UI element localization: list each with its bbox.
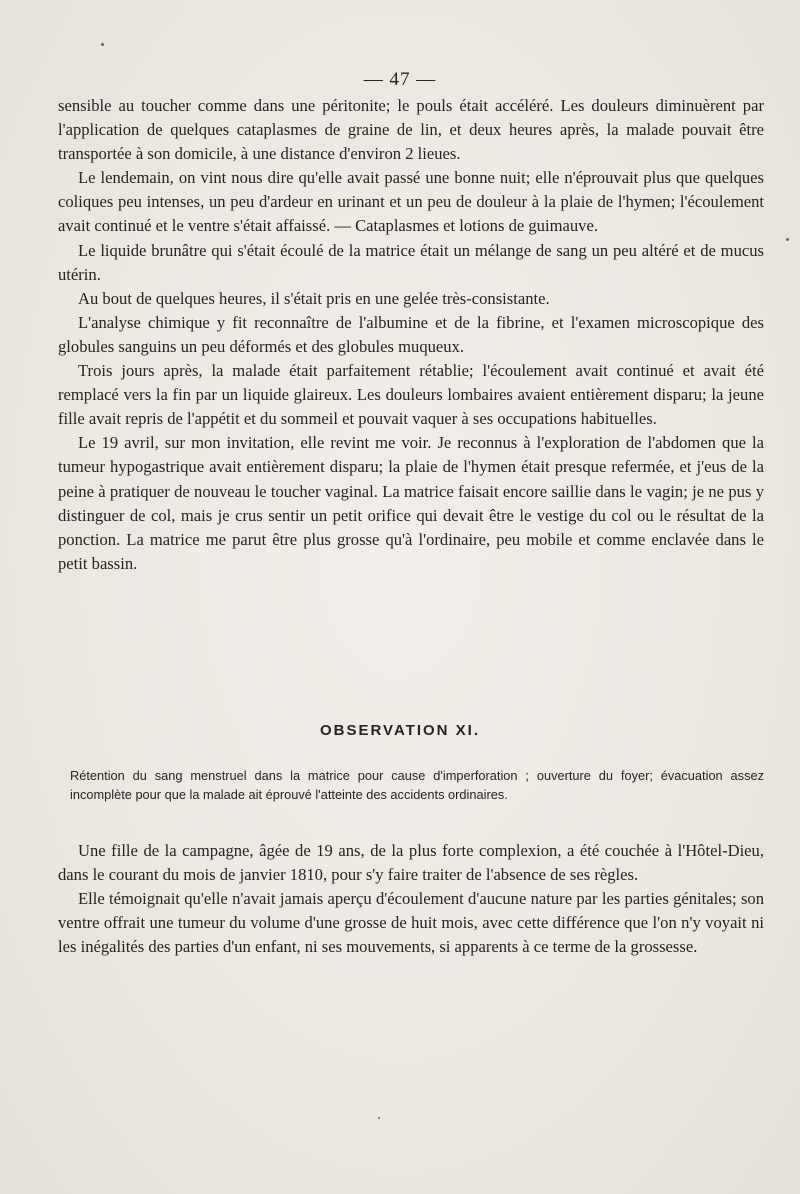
paragraph: Au bout de quelques heures, il s'était pris en une gelée très-consistante. bbox=[78, 288, 550, 308]
paragraph: Elle témoignait qu'elle n'avait jamais aperçu d'écoulement d'aucune nature par les parties génitales; son ventre offrait une tumeur du volume d'une grosse de huit mois, avec cette différence que l'on n'y voyait ni les inégalités des parties d'un enfant, ni ses mouvements, si apparents à ce terme de la grossesse. bbox=[58, 889, 764, 957]
paragraph: Le lendemain, on vint nous dire qu'elle avait passé une bonne nuit; elle n'éprouvait plus que quelques coliques peu intenses, un peu d'ardeur en urinant et un peu de douleur à la plaie de l'hymen; l'écoulement avait continué et le ventre s'était affaissé. — Cataplasmes et lotions de guimauve. bbox=[58, 168, 764, 236]
paragraph: Trois jours après, la malade était parfaitement rétablie; l'écoulement avait continué et avait été remplacé vers la fin par un liquide glaireux. Les douleurs lombaires avaient entièrement disparu; la jeune fille avait repris de l'appétit et du sommeil et pouvait vaquer à ses occupations habituelles. bbox=[58, 361, 764, 429]
paragraph: Une fille de la campagne, âgée de 19 ans, de la plus forte complexion, a été couchée à l'Hôtel-Dieu, dans le courant du mois de janvier 1810, pour s'y faire traiter de l'absence de ses règles. bbox=[58, 841, 764, 885]
paragraph: L'analyse chimique y fit reconnaître de l'albumine et de la fibrine, et l'examen microscopique des globules sanguins un peu déformés et des globules muqueux. bbox=[58, 312, 764, 356]
paragraph: sensible au toucher comme dans une péritonite; le pouls était accéléré. Les douleurs diminuèrent par l'application de quelques cataplasmes de graine de lin, et deux heures après, la malade pouvait être transportée à son domicile, à une distance d'environ 2 lieues. bbox=[58, 96, 764, 164]
paper-speck bbox=[786, 238, 789, 241]
paragraph: Le 19 avril, sur mon invitation, elle revint me voir. Je reconnus à l'exploration de l'abdomen que la tumeur hypogastrique avait entièrement disparu; la plaie de l'hymen était presque refermée, et j'eus de la peine à pratiquer de nouveau le toucher vaginal. La matrice faisait encore saillie dans le vagin; je ne pus y distinguer de col, mais je crus sentir un petit orifice qui devait être le vestige du col ou le résultat de la ponction. La matrice me parut être plus grosse qu'à l'ordinaire, peu mobile et comme enclavée dans le petit bassin. bbox=[58, 433, 764, 573]
observation-summary bbox=[70, 766, 764, 804]
body-text-bottom bbox=[58, 839, 764, 959]
paragraph: Le liquide brunâtre qui s'était écoulé de la matrice était un mélange de sang un peu altéré et de mucus utérin. bbox=[58, 240, 764, 284]
paper-speck bbox=[378, 1117, 380, 1119]
paper-speck bbox=[101, 43, 104, 46]
observation-heading: OBSERVATION XI. bbox=[319, 722, 481, 739]
body-text-top bbox=[58, 94, 764, 576]
summary-text: Rétention du sang menstruel dans la matrice pour cause d'imperforation ; ouverture du foyer; évacuation assez incomplète pour que la malade ait éprouvé l'atteinte des accidents ordinaires. bbox=[70, 768, 764, 802]
page-number: — 47 — bbox=[363, 69, 437, 90]
